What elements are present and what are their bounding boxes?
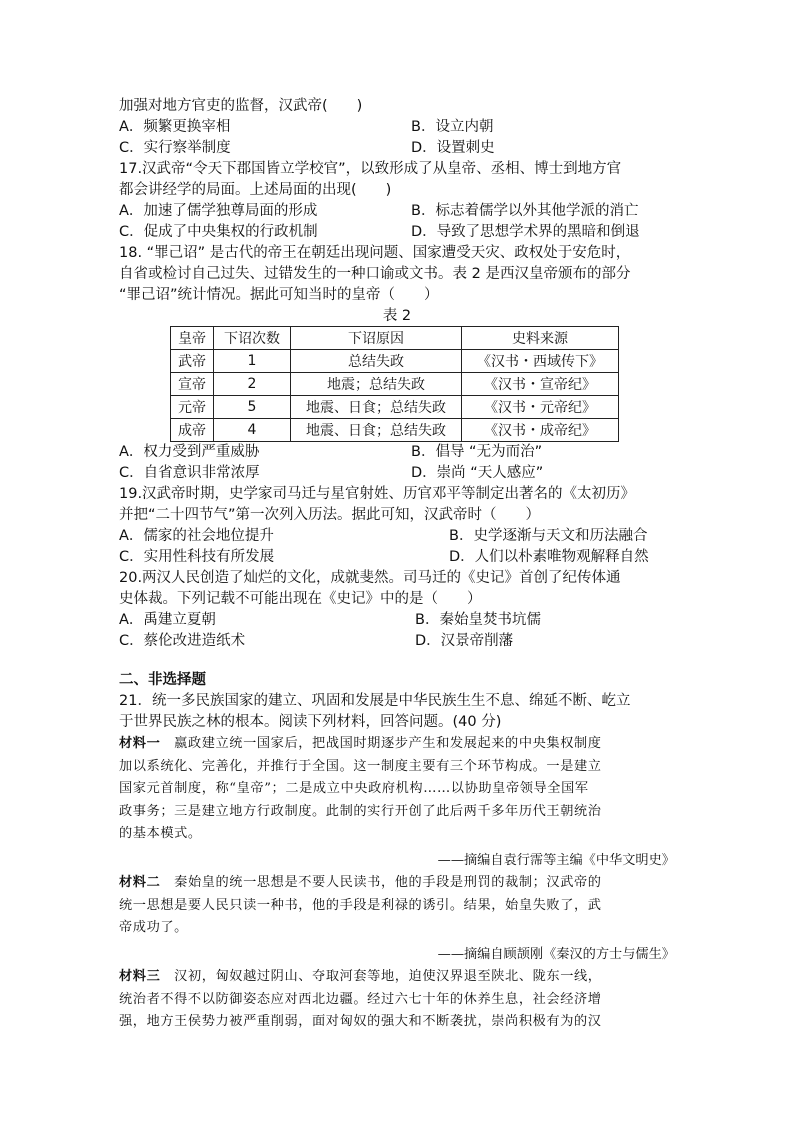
table-cell: 4: [214, 419, 291, 442]
q20-options-row1: [119, 610, 675, 631]
material-label: 材料一: [119, 736, 161, 751]
table-cell: 《汉书・元帝纪》: [462, 396, 619, 419]
table-cell: 5: [214, 396, 291, 419]
material-line: 强，地方王侯势力被严重削弱，面对匈奴的强大和不断袭扰，崇尚积极有为的汉: [119, 1014, 602, 1029]
table-cell: 宣帝: [171, 373, 214, 396]
q16-option-a: A．频繁更换宰相: [119, 119, 231, 135]
material-line: 国家元首制度，称“皇帝”；二是成立中央政府机构……以协助皇帝领导全国军: [119, 781, 589, 796]
table-header-cell: 下诏次数: [214, 327, 291, 350]
q18-option-a: A．权力受到严重威胁: [119, 444, 260, 460]
q18-option-b: B．倡导 “无为而治”: [411, 444, 543, 460]
table-cell: 元帝: [171, 396, 214, 419]
q19-option-d: D．人们以朴素唯物观解释自然: [449, 549, 649, 565]
material-2-source: ——摘编自顾颉刚《秦汉的方士与儒生》: [437, 946, 675, 962]
material-line: 统治者不得不以防御姿态应对西北边疆。经过六七十年的休养生息，社会经济增: [119, 991, 602, 1007]
section-title: 二、非选择题: [119, 672, 206, 688]
q20-options-row2: [119, 631, 675, 652]
q20-option-c: C．蔡伦改进造纸术: [119, 633, 246, 649]
q17-option-a: A．加速了儒学独尊局面的形成: [119, 203, 318, 219]
q18-option-d: D．崇尚 “天人感应”: [411, 465, 544, 481]
q16-options-row2: [119, 138, 675, 159]
material-text: 秦始皇的统一思想是不要人民读书，他的手段是刑罚的裁制；汉武帝的: [160, 875, 602, 890]
q19-stem-line-2: 并把“二十四节气”第一次列入历法。据此可知，汉武帝时（ ）: [119, 507, 541, 523]
q19-stem-line-1: 19.汉武帝时期，史学家司马迁与星官射姓、历官邓平等制定出著名的《太初历》: [119, 486, 636, 502]
q19-option-c: C．实用性科技有所发展: [119, 549, 275, 565]
table-header-cell: 史料来源: [462, 327, 619, 350]
material-1-source: ——摘编自袁行霈等主编《中华文明史》: [437, 852, 675, 868]
material-label: 材料三: [119, 969, 161, 984]
q20-option-d: D．汉景帝削藩: [415, 633, 514, 649]
q18-option-c: C．自省意识非常浓厚: [119, 465, 260, 481]
q18-stem-line-3: “罪己诏”统计情况。据此可知当时的皇帝（ ）: [119, 287, 439, 303]
table-cell: 地震；总结失政: [291, 373, 462, 396]
table-caption: 表 2: [382, 308, 412, 324]
q20-option-a: A．禹建立夏朝: [119, 612, 216, 628]
table-cell: 武帝: [171, 350, 214, 373]
table-cell: 1: [214, 350, 291, 373]
q16-options-row1: [119, 117, 675, 138]
q17-options-row2: [119, 222, 675, 243]
material-line: 政事务；三是建立地方行政制度。此制的实行开创了此后两千多年历代王朝统治: [119, 803, 602, 819]
material-line: [119, 733, 675, 756]
q21-stem-line-2: 于世界民族之林的根本。阅读下列材料，回答问题。(40 分): [119, 714, 502, 730]
table-cell: 《汉书・西域传下》: [462, 350, 619, 373]
material-2: [119, 872, 675, 940]
table-cell: 地震、日食；总结失政: [291, 396, 462, 419]
q16-stem: 加强对地方官吏的监督，汉武帝( ): [119, 98, 363, 114]
q19-options-row1: [119, 526, 675, 547]
material-label: 材料二: [119, 875, 161, 890]
q16-option-b: B．设立内朝: [411, 119, 494, 135]
q18-options-row2: [119, 463, 675, 484]
q16-option-c: C．实行察举制度: [119, 140, 231, 156]
material-line: [119, 872, 675, 895]
edict-table: [170, 326, 619, 442]
table-cell: 2: [214, 373, 291, 396]
table-row: [171, 396, 619, 419]
material-3: [119, 966, 675, 1034]
material-text: 汉初，匈奴越过阴山、夺取河套等地，迫使汉界退至陕北、陇东一线，: [160, 969, 602, 984]
q21-stem-line-1: 21．统一多民族国家的建立、巩固和发展是中华民族生生不息、绵延不断、屹立: [119, 693, 631, 709]
table-row: [171, 419, 619, 442]
table-row: [171, 373, 619, 396]
table-header-cell: 皇帝: [171, 327, 214, 350]
material-line: 的基本模式。: [119, 826, 202, 841]
material-line: 帝成功了。: [119, 920, 188, 935]
table-cell: 《汉书・宣帝纪》: [462, 373, 619, 396]
q17-option-d: D．导致了思想学术界的黑暗和倒退: [411, 224, 640, 240]
q18-stem-line-2: 自省或检讨自己过失、过错发生的一种口谕或文书。表 2 是西汉皇帝颁布的部分: [119, 266, 631, 282]
material-line: 加以系统化、完善化，并推行于全国。这一制度主要有三个环节构成。一是建立: [119, 758, 602, 774]
table-header-cell: 下诏原因: [291, 327, 462, 350]
q19-options-row2: [119, 547, 675, 568]
q17-options-row1: [119, 201, 675, 222]
table-cell: 总结失政: [291, 350, 462, 373]
material-line: 统一思想是要人民只读一种书，他的手段是利禄的诱引。结果，始皇失败了，武: [119, 897, 602, 913]
q18-stem-line-1: 18. “罪己诏” 是古代的帝王在朝廷出现问题、国家遭受天灾、政权处于安危时，: [119, 245, 631, 261]
q18-options-row1: [119, 442, 675, 463]
q20-option-b: B．秦始皇焚书坑儒: [415, 612, 541, 628]
table-cell: 成帝: [171, 419, 214, 442]
q20-stem-line-1: 20.两汉人民创造了灿烂的文化，成就斐然。司马迁的《史记》首创了纪传体通: [119, 570, 621, 586]
material-text: 嬴政建立统一国家后，把战国时期逐步产生和发展起来的中央集权制度: [160, 736, 602, 751]
q17-option-b: B．标志着儒学以外其他学派的消亡: [411, 203, 639, 219]
q17-stem-line-1: 17.汉武帝“令天下郡国皆立学校官”，以致形成了从皇帝、丞相、博士到地方官: [119, 161, 622, 177]
q16-option-d: D．设置刺史: [411, 140, 495, 156]
q17-option-c: C．促成了中央集权的行政机制: [119, 224, 318, 240]
table-cell: 地震、日食；总结失政: [291, 419, 462, 442]
table-cell: 《汉书・成帝纪》: [462, 419, 619, 442]
material-line: [119, 966, 675, 989]
q20-stem-line-2: 史体裁。下列记载不可能出现在《史记》中的是（ ）: [119, 591, 482, 607]
material-1: [119, 733, 675, 846]
table-row: [171, 350, 619, 373]
table-header-row: [171, 327, 619, 350]
q17-stem-line-2: 都会讲经学的局面。上述局面的出现( ): [119, 182, 392, 198]
q19-option-a: A．儒家的社会地位提升: [119, 528, 274, 544]
q19-option-b: B．史学逐渐与天文和历法融合: [449, 528, 648, 544]
exam-page: [119, 96, 675, 1034]
